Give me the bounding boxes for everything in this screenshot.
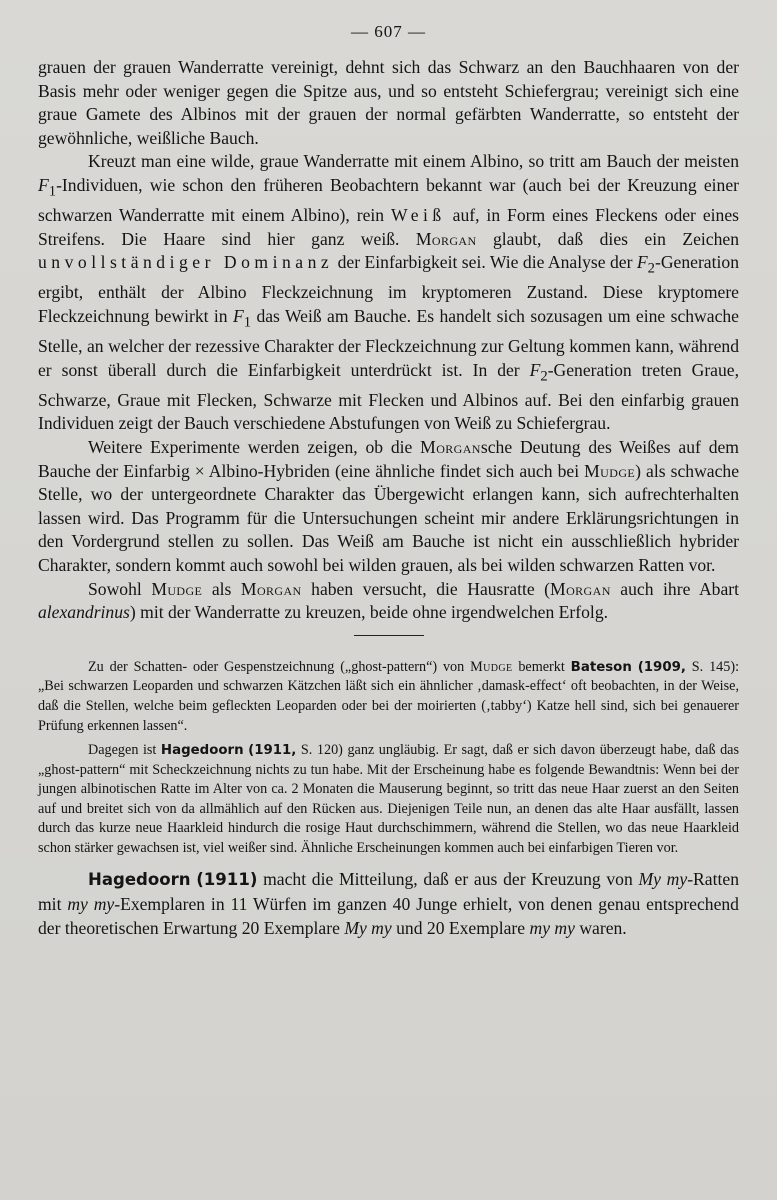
author-morgan: Morgan: [420, 436, 481, 457]
f2-symbol: F: [636, 252, 648, 273]
final-text-b: -Ratten mit: [38, 868, 739, 914]
f1-symbol: F: [38, 174, 49, 195]
p2-text-e: der Einfarbigkeit sei. Wie die Analyse der: [333, 252, 637, 273]
p3-text-a: Weitere Experimente werden zeigen, ob die: [88, 436, 421, 457]
final-paragraph-block: [38, 867, 739, 940]
p2-text-f: -Generation ergibt, enthält der Albino Fleckzeichnung im kryptomeren Zustand. Diese kryptomere Fleckzeichnung bewirkt in: [38, 252, 739, 326]
f2-subscript: 2: [540, 368, 548, 385]
p4-text-c: haben versucht, die Hausratte (: [301, 578, 551, 599]
citation-year: (1911,: [248, 743, 297, 759]
f2-symbol: F: [529, 359, 541, 380]
final-text-e: waren.: [574, 917, 627, 938]
p2-text-g: das Weiß am Bauche. Es handelt sich sozusagen um eine schwache Stelle, an welcher der rezessive Charakter der Fleckzeichnung zur Geltung kommen kann, während er sonst überall durch die Einfarbigkeit unterdrückt ist. In der: [38, 305, 739, 380]
paragraph-1: [38, 56, 739, 150]
p2-text-b: -Individuen, wie schon den früheren Beobachtern bekannt war (auch bei der Kreuzung einer schwarzen Wanderratte mit einem Albino), rein: [38, 174, 739, 226]
main-body: [38, 56, 739, 625]
paragraph-1-text: grauen der grauen Wanderratte vereinigt, dehnt sich das Schwarz an den Bauchhaaren von der Basis mehr oder weniger gegen die Spitze aus, und so entsteht Schiefergrau; vereinigt sich eine graue Gamete des Albinos mit der grauen der normal gefärbten Wanderratte, so entsteht der gewöhnliche, weißliche Bauch.: [38, 57, 739, 148]
p2-text-h: -Generation treten Graue, Schwarze, Graue mit Flecken, Schwarze mit Flecken und Albinos auf. Bei den einfarbig grauen Individuen zeigt der Bauch verschiedene Abstufungen von Weiß zu Schiefergrau.: [38, 359, 739, 434]
f2-text-a: Dagegen ist: [88, 742, 161, 759]
author-morgan: Morgan: [415, 228, 477, 249]
author-bateson: Bateson: [570, 659, 632, 675]
footnote-2: [38, 741, 739, 859]
author-mudge: Mudge: [470, 658, 513, 675]
weiss-emphasis: Weiß: [391, 205, 446, 226]
f1-subscript: 1: [243, 314, 252, 331]
unvollstaendiger-emphasis: unvollständiger Dominanz: [38, 252, 334, 273]
page-number: — 607 —: [351, 22, 426, 41]
paragraph-3: [38, 436, 739, 578]
f1-symbol: F: [232, 305, 244, 326]
final-paragraph: [38, 867, 739, 940]
p4-text-b: als: [202, 578, 241, 599]
footnote-1: [38, 658, 739, 736]
genotype-my-my-lower: my my: [529, 917, 575, 938]
final-text-c: -Exemplaren in 11 Würfen im ganzen 40 Junge erhielt, von denen genau entsprechend der theoretischen Erwartung 20 Exemplare: [38, 893, 739, 938]
p4-text-e: ) mit der Wanderratte zu kreuzen, beide ohne irgendwelchen Erfolg.: [129, 602, 609, 623]
genotype-my-my-lower: my my: [67, 893, 115, 914]
species-name: alexandrinus: [38, 602, 130, 623]
p4-text-d: auch ihre Abart: [610, 578, 740, 599]
f1-subscript: 1: [48, 183, 57, 200]
paragraph-2: [38, 150, 739, 436]
footnotes: [38, 658, 739, 859]
p3-text-b: sche Deutung des Weißes auf dem Bauche der Einfarbig × Albino-Hybriden (eine ähnliche findet sich auch bei: [38, 436, 739, 481]
p4-text-a: Sowohl: [88, 578, 152, 599]
genotype-my-my: My my: [638, 868, 688, 889]
f1-text-c: S. 145): „Bei schwarzen Leoparden und schwarzen Kätzchen läßt sich ein ähnlicher ‚damask-effect‘ oft beobachten, in der Weise, daß die Stellen, welche beim gefleckten Leoparden oder bei der moirierten (‚tabby‘) Katze hell sind, sich bei genauerer Prüfung erkennen lassen“.: [38, 658, 740, 734]
author-hagedoorn: Hagedoorn: [160, 743, 244, 759]
citation-year: (1909,: [637, 659, 686, 675]
p2-text-d: glaubt, daß dies ein Zeichen: [476, 228, 739, 249]
citation-year: (1911): [196, 869, 258, 889]
f2-subscript: 2: [647, 260, 655, 277]
p3-text-c: ) als schwache Stelle, wo der untergeordnete Charakter das Übergewicht erlangen kann, sich aufrechterhalten lassen wird. Das Programm für die Untersuchungen scheint mir andere Erklärungsrichtungen in den Vordergrund stellen zu sollen. Das Weiß am Bauche ist nicht ein ausschließlich hybrider Charakter, sondern kommt auch sowohl bei wilden grauen, als bei wilden schwarzen Ratten vor.: [38, 460, 739, 575]
f1-text-b: bemerkt: [512, 658, 571, 675]
author-morgan: Morgan: [240, 578, 302, 599]
f2-text-b: S. 120) ganz ungläubig. Er sagt, daß er sich davon überzeugt habe, daß das „ghost-pattern“ mit Scheckzeichnung nichts zu tun habe. Mit der Erscheinung habe es folgende Bewandtnis: Wenn bei der jungen albinotischen Ratte im Alter von ca. 2 Monaten die Mauserung beginnt, so tritt das neue Haar zuerst an den Seiten auf und breitet sich von da allmählich auf den Rücken aus. Diejenigen Teile nun, an denen das alte Haar ausfällt, lassen durch das kurze neue Haarkleid hindurch die rosige Haut durchschimmern, während die Stellen, wo das neue Haarkleid schon stärker gewachsen ist, viel weißer sind. Ähnliche Erscheinungen kommen auch bei einfarbigen Tieren vor.: [38, 742, 740, 857]
final-text-a: macht die Mitteilung, daß er aus der Kreuzung von: [257, 868, 639, 889]
p2-text-c: auf, in Form eines Fleckens oder eines Streifens. Die Haare sind hier ganz weiß.: [38, 205, 739, 249]
p2-text-a: Kreuzt man eine wilde, graue Wanderratte mit einem Albino, so tritt am Bauch der meisten: [88, 151, 739, 172]
paragraph-4: [38, 578, 739, 625]
author-mudge: Mudge: [151, 578, 203, 599]
genotype-my-my: My my: [344, 917, 392, 938]
author-hagedoorn: Hagedoorn: [88, 869, 191, 889]
author-mudge: Mudge: [584, 460, 636, 481]
author-morgan: Morgan: [550, 578, 611, 599]
f1-text-a: Zu der Schatten- oder Gespenstzeichnung („ghost-pattern“) von: [88, 658, 471, 675]
final-text-d: und 20 Exemplare: [391, 917, 530, 938]
section-separator: [354, 635, 424, 636]
